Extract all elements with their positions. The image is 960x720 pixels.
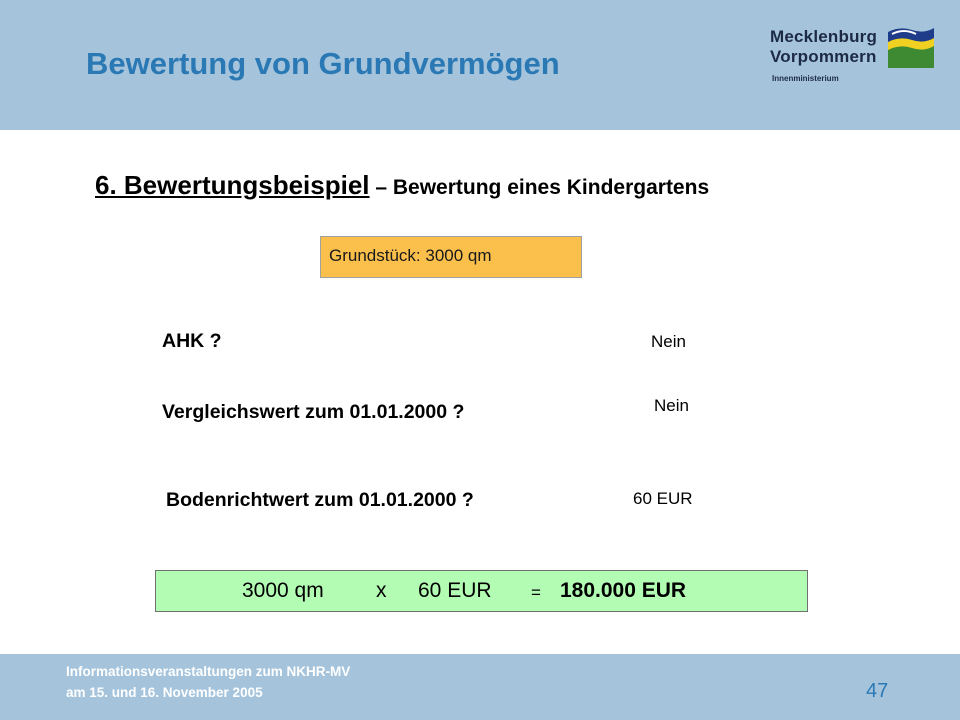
- slide-heading: [95, 170, 709, 201]
- calc-area: 3000 qm: [242, 579, 324, 602]
- calc-operator: x: [376, 579, 387, 602]
- logo-text-line1: Mecklenburg: [770, 27, 878, 46]
- slide-title: Bewertung von Grundvermögen: [86, 46, 560, 81]
- plot-size-box: Grundstück: 3000 qm: [320, 236, 582, 278]
- logo-text-line2: Vorpommern: [770, 47, 877, 66]
- footer-bar: [0, 654, 960, 720]
- footer-date: am 15. und 16. November 2005: [66, 685, 263, 700]
- answer-ahk: Nein: [651, 332, 686, 351]
- page-number: 47: [866, 680, 889, 702]
- example-subheading: – Bewertung eines Kindergartens: [369, 176, 710, 199]
- calc-equals: =: [531, 583, 541, 602]
- answer-vergleichswert: Nein: [654, 396, 689, 415]
- example-heading: 6. Bewertungsbeispiel: [95, 170, 370, 200]
- header-bar: [0, 0, 960, 130]
- question-ahk: AHK ?: [162, 330, 222, 352]
- question-bodenrichtwert: Bodenrichtwert zum 01.01.2000 ?: [166, 489, 474, 511]
- calculation-box: [155, 570, 808, 612]
- state-logo: [770, 24, 940, 94]
- calc-price: 60 EUR: [418, 579, 492, 602]
- calc-total: 180.000 EUR: [560, 579, 687, 602]
- question-vergleichswert: Vergleichswert zum 01.01.2000 ?: [162, 401, 465, 423]
- state-coat-flag-icon: [886, 26, 936, 70]
- footer-event: Informationsveranstaltungen zum NKHR-MV: [66, 664, 351, 679]
- answer-bodenrichtwert: 60 EUR: [633, 489, 693, 508]
- logo-subtitle: Innenministerium: [772, 74, 839, 83]
